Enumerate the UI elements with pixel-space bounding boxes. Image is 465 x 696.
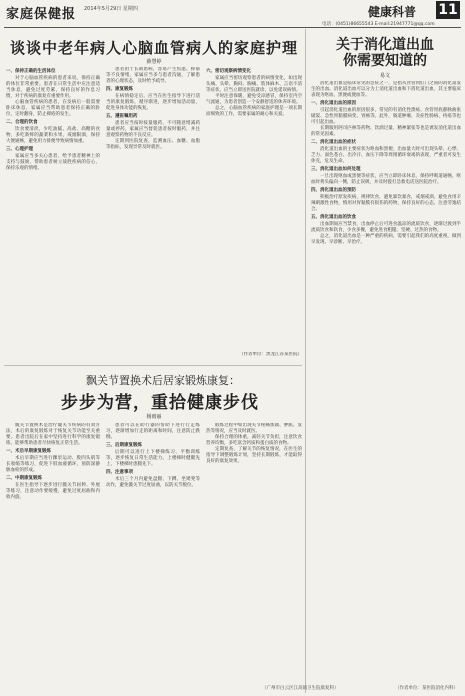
section-heading: 五、消化道出血的饮食 [311, 215, 356, 220]
paragraph: 髋关节置换术是治疗髋关节疾病的有效方法，术后的康复锻炼对于恢复关节功能至关重要。患者出院后在家中坚持进行科学的康复锻炼，能够帮助患者尽快恢复正常生活。 [6, 423, 100, 446]
section-heading: 一、术后早期康复锻炼 [6, 449, 51, 454]
article2-column-1 [6, 423, 100, 683]
section-heading: 六、密切观察病情变化 [206, 69, 251, 74]
section-heading: 一、消化道出血的原因 [311, 101, 356, 106]
section-heading: 二、合理的饮食 [6, 120, 38, 125]
article2-column-3 [206, 423, 302, 683]
paragraph: 定期到医院复查，监测血压、血糖、血脂等指标，发现异常及时就医。 [106, 139, 200, 150]
article2-title: 步步为营，重拾健康步伐 [61, 393, 259, 413]
section-heading: 四、消化道出血的预防 [311, 188, 356, 193]
paragraph: 总之，消化道出血是一种严重的疾病，需要引起我们的高度重视，做到早发现、早诊断、早治疗。 [311, 234, 461, 245]
article2-byline: 杨雨丽 [146, 414, 162, 420]
article2-kicker: 飘关节置换术后居家锻炼康复： [86, 374, 240, 387]
section-heading: 四、注意事项 [106, 470, 133, 475]
page-number: 11 [436, 1, 460, 19]
article3-footer: （作者单位：某医院消化内科） [395, 686, 458, 691]
article1-title: 谈谈中老年病人心脑血管病人的家庭护理 [9, 39, 298, 57]
paragraph: 消化道出血是临床常见的急症之一，是指从食管到肛门之间的消化道发生的出血。消化道出血可以分为上消化道出血和下消化道出血，其主要临床表现为呕血、黑便或便血等。 [311, 81, 461, 98]
paragraph: 在医生指导下逐步进行髋关节屈伸、外展等练习，注意动作要缓慢，避免过度屈曲和内收内旋。 [6, 483, 100, 500]
section-heading: 三、后期康复锻炼 [106, 443, 142, 448]
section-heading: 三、消化道出血如何处理 [311, 167, 361, 172]
article-divider [4, 365, 302, 366]
paragraph: 消化道出血的主要症状为呕血和黑便，出血量大时可出现头晕、心悸、乏力、面色苍白、出冷汗、血压下降等周围循环衰竭的表现，严重者可发生休克，危及生命。 [311, 147, 461, 164]
paragraph: 患者由于长期患病，容易产生焦虑、抑郁等不良情绪，家属应当多与患者沟通，了解患者的心理状态，及时给予疏导。 [106, 67, 200, 84]
paragraph: 术后早期应当进行踝泵运动、股四头肌等长收缩等练习，促进下肢血液循环，预防深静脉血栓的形成。 [6, 456, 100, 473]
article3-title-line2: 你需要知道的 [343, 53, 427, 69]
article3-body [311, 81, 461, 679]
section-heading: 五、遵医嘱用药 [106, 114, 138, 119]
article2-column-2 [106, 423, 200, 683]
masthead-rule [4, 27, 461, 28]
editor-contact: 电话：(0451)86655543 E-mail:21947771@qq.com [322, 22, 435, 27]
paragraph: 患者应当按时按量服药，不可随意增减药量或停药，家属应当督促患者按时服药，并注意观察药物的不良反应。 [106, 121, 200, 138]
paragraph: 对于心脑血管疾病的患者来说，保持正确的体位非常重要。患者在日常生活中应注意适当休息，避免过度劳累，保持良好的作息习惯，对于疾病的康复有重要作用。 [6, 76, 100, 99]
article1-column-2 [106, 67, 200, 357]
paragraph: 后期可以进行上下楼梯练习、平衡训练等，逐步恢复日常生活能力。上楼梯时健腿先上，下楼梯时患腿先下。 [106, 450, 200, 467]
paragraph: 平时注意保暖，避免受凉感冒，保持室内空气流通，为患者创造一个安静舒适的休养环境。 [206, 94, 302, 105]
paragraph: 家属应当密切观察患者的病情变化，如出现头痛、头晕、胸闷、胸痛、肢体麻木、言语不清等症状，应当立即送医院就诊，以免延误病情。 [206, 76, 302, 93]
article3-title-line1: 关于消化道出血 [336, 37, 434, 53]
column-divider [305, 29, 306, 693]
paragraph: 家属应当多关心患者，给予患者精神上的支持与鼓励，帮助患者树立战胜疾病的信心，保持乐观的情绪。 [6, 154, 100, 171]
paragraph: 定期复查，了解关节的恢复情况，在医生的指导下调整锻炼计划，坚持长期锻炼，才能取得良好的康复效果。 [206, 447, 302, 464]
issue-date: 2014年5月29日 星期四 [84, 6, 138, 12]
paragraph: 饮食要清淡，少吃油腻、高盐、高糖的食物，多吃新鲜的蔬菜和水果，戒烟限酒，保持大便通畅，避免用力排便导致病情加重。 [6, 127, 100, 144]
paragraph: 出血期间应当禁食，出血停止后可进食温凉的流质饮食，逐渐过渡到半流质饮食和软食，少食多餐，避免进食粗糙、坚硬、过热的食物。 [311, 222, 461, 233]
article1-continued: （作者单位：黑龙江省某医院） [239, 352, 302, 357]
article3-byline: 易文 [379, 73, 390, 79]
article1-byline: 薛慧婷 [146, 59, 162, 65]
section-heading: 三、心理护理 [6, 147, 33, 152]
paragraph: 在病情稳定后，应当在医生指导下进行适当的康复锻炼，循序渐进，逐步增加活动量，促进身体功能的恢复。 [106, 94, 200, 111]
paragraph: 总之，心脑血管疾病的家庭护理是一项长期而细致的工作，需要家属的耐心和关爱。 [206, 106, 302, 117]
paragraph: 一旦出现呕血或黑便等症状，应当立即卧床休息，保持呼吸道通畅，呕血时将头偏向一侧，防止误吸，并及时拨打急救电话送医院治疗。 [311, 174, 461, 185]
section-heading: 二、中期康复锻炼 [6, 476, 42, 481]
article2-footer: （广州市白云区江高镇卫生院康复科） [262, 686, 339, 691]
paragraph: 积极治疗原发疾病，规律饮食，避免暴饮暴食，戒烟戒酒，避免食用辛辣刺激性食物，慎用对胃黏膜有损伤的药物，保持良好的心态，注意劳逸结合。 [311, 195, 461, 212]
section-title: 健康科普 [368, 5, 417, 19]
article1-column-1 [6, 67, 100, 357]
section-heading: 四、康复锻炼 [106, 87, 133, 92]
paragraph: 心脑血管疾病的患者，在发病后一般需要卧床休息，家属应当帮助患者保持正确的卧位，定时翻身，防止褥疮的发生。 [6, 100, 100, 117]
article1-column-3 [206, 67, 302, 349]
paragraph: 保持合理的体重，减轻关节负担，注意饮食营养均衡，多吃富含钙质和蛋白质的食物。 [206, 435, 302, 446]
paragraph: 锻炼过程中如出现关节疼痛加剧、肿胀、发热等情况，应当及时就医。 [206, 423, 302, 434]
paragraph: 长期服用阿司匹林等药物、饮酒过量、精神紧张等也是诱发消化道出血的常见因素。 [311, 126, 461, 137]
paragraph: 引起消化道出血的原因很多，常见的有消化性溃疡、食管胃底静脉曲张破裂、急性胃黏膜病变、胃癌等。此外，肠道肿瘤、炎症性肠病、痔疮等也可引起出血。 [311, 108, 461, 125]
paragraph: 患者可以在助行器的帮助下进行行走练习，逐渐增加行走的距离和时间，注意防止跌倒。 [106, 423, 200, 440]
newspaper-brand: 家庭保健报 [6, 7, 77, 22]
section-heading: 二、消化道出血的症状 [311, 140, 356, 145]
paragraph: 术后三个月内避免盘腿、下蹲、坐矮凳等动作，避免髋关节过度屈曲，以防关节脱位。 [106, 477, 200, 488]
section-heading: 一、保持正确的生活体位 [6, 69, 56, 74]
article3-title [310, 37, 460, 69]
